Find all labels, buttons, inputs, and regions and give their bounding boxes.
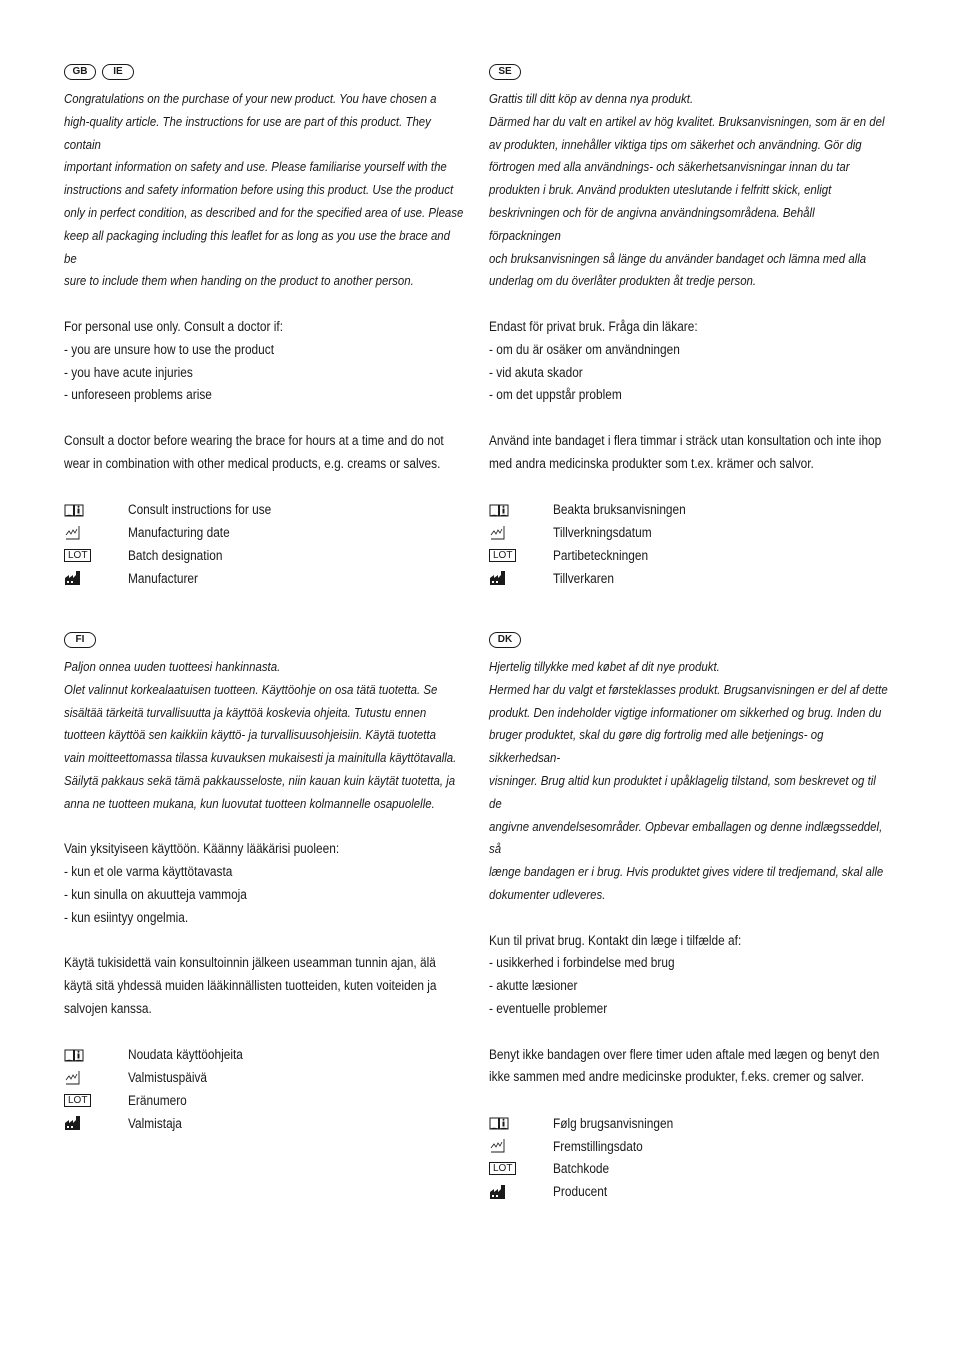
intro-line: vain moitteettomassa tilassa kuvauksen mukaisesti ja mainitulla käyttötavalla. — [64, 750, 457, 766]
symbol-label-factory: Tillverkaren — [553, 570, 614, 586]
symbol-label-book: Noudata käyttöohjeita — [128, 1047, 243, 1063]
usage-line: - vid akuta skador — [489, 364, 583, 380]
warning-line: salvojen kanssa. — [64, 1000, 152, 1016]
symbol-row-factory — [64, 1112, 464, 1135]
usage-line: - unforeseen problems arise — [64, 387, 212, 403]
symbol-row-book — [64, 498, 464, 521]
intro-line: bruger produktet, skal du gøre dig fortrolig med alle betjenings- og sikkerhedsan- — [489, 727, 824, 766]
intro-line: Congratulations on the purchase of your new product. You have chosen a — [64, 91, 437, 106]
intro-line: Därmed har du valt en artikel av hög kvalitet. Bruksanvisningen, som är en del — [489, 113, 885, 129]
country-badges — [64, 64, 464, 82]
symbol-label-lot: Batch designation — [128, 547, 223, 563]
symbol-label-date: Tillverkningsdatum — [553, 525, 652, 541]
section-se — [489, 64, 889, 590]
usage-line: - kun esiintyy ongelmia. — [64, 909, 189, 925]
usage-line: Kun til privat brug. Kontakt din læge i tilfælde af: — [489, 932, 742, 948]
symbol-row-date — [64, 1066, 464, 1089]
symbol-label-lot: Batchkode — [553, 1161, 610, 1177]
factory-icon — [489, 1184, 553, 1200]
manufacturing-date-icon — [489, 524, 553, 542]
warning-line: med andra medicinska produkter som t.ex. krämer och salvor. — [489, 455, 814, 471]
usage-line: - om det uppstår problem — [489, 387, 622, 403]
symbol-row-lot — [489, 544, 889, 567]
symbol-label-book: Følg brugsanvisningen — [553, 1115, 674, 1131]
manufacturing-date-icon — [489, 1137, 553, 1155]
warning-line: Consult a doctor before wearing the brace for hours at a time and do not — [64, 432, 444, 448]
intro-line: sure to include them when handing on the product to another person. — [64, 273, 414, 289]
usage-line: - om du är osäker om användningen — [489, 341, 680, 357]
intro-line: important information on safety and use. Please familiarise yourself with the — [64, 159, 447, 175]
book-info-icon — [64, 502, 128, 518]
intro-line: underlag om du överlåter produkten åt tredje person. — [489, 273, 757, 289]
symbol-label-lot: Partibeteckningen — [553, 547, 649, 563]
country-badge: FI — [64, 632, 96, 648]
lot-box-icon — [64, 549, 128, 562]
symbol-label-book: Consult instructions for use — [128, 502, 272, 518]
symbol-label-date: Fremstillingsdato — [553, 1138, 643, 1154]
country-badges — [489, 632, 889, 650]
usage-line: - you have acute injuries — [64, 364, 193, 380]
symbol-row-factory — [489, 1180, 889, 1203]
intro-line: beskrivningen och för de angivna användningsområdena. Behåll förpackningen — [489, 204, 815, 243]
intro-line: Olet valinnut korkealaatuisen tuotteen. Käyttöohje on osa tätä tuotetta. Se — [64, 681, 438, 697]
lot-box-icon — [489, 1162, 553, 1175]
symbol-row-book — [489, 498, 889, 521]
usage-line: Endast för privat bruk. Fråga din läkare: — [489, 318, 698, 334]
usage-line: Vain yksityiseen käyttöön. Käänny lääkärisi puoleen: — [64, 841, 340, 857]
lot-label: LOT — [64, 549, 91, 562]
lot-label: LOT — [489, 549, 516, 562]
symbol-label-factory: Valmistaja — [128, 1115, 182, 1131]
symbol-row-date — [64, 521, 464, 544]
symbol-row-lot — [64, 1089, 464, 1112]
intro-line: produkten i bruk. Använd produkten uteslutande i felfritt skick, enligt — [489, 182, 832, 198]
intro-line: anna ne tuotteen mukana, kun luovutat tuotteen kolmannelle osapuolelle. — [64, 795, 435, 811]
intro-line: och bruksanvisningen så länge du använder bandaget och lämna med alla — [489, 250, 867, 266]
warning-line: ikke sammen med andre medicinske produkter, f.eks. cremer og salver. — [489, 1069, 865, 1085]
factory-icon — [489, 570, 553, 586]
warning-line: Använd inte bandaget i flera timmar i sträck utan konsultation och inte ihop — [489, 432, 882, 448]
intro-line: angivne anvendelsesområder. Opbevar emballagen og denne indlægsseddel, så — [489, 818, 883, 857]
lot-label: LOT — [64, 1094, 91, 1107]
symbol-label-factory: Manufacturer — [128, 570, 199, 586]
warning-line: käytä sitä yhdessä muiden lääkinnällisten tuotteiden, kuten voiteiden ja — [64, 978, 437, 994]
intro-line: only in perfect condition, as described and for the specified area of use. Please — [64, 204, 464, 220]
symbol-row-lot — [64, 544, 464, 567]
country-badges — [64, 632, 464, 650]
intro-line: Grattis till ditt köp av denna nya produkt. — [489, 91, 694, 106]
intro-line: förtrogen med alla användnings- och säkerhetsanvisningar innan du tar — [489, 159, 850, 175]
symbol-row-date — [489, 521, 889, 544]
intro-line: Säilytä pakkaus sekä tämä pakkausseloste, niin kauan kuin käytät tuotetta, ja — [64, 772, 456, 788]
usage-line: - eventuelle problemer — [489, 1000, 608, 1016]
factory-icon — [64, 1115, 128, 1131]
intro-line: Hermed har du valgt et førsteklasses produkt. Brugsanvisningen er del af dette — [489, 681, 888, 697]
symbol-label-factory: Producent — [553, 1184, 608, 1200]
warning-line: Benyt ikke bandagen over flere timer uden aftale med lægen og benyt den — [489, 1046, 880, 1062]
intro-line: keep all packaging including this leaflet for as long as you use the brace and be — [64, 227, 451, 266]
symbol-row-lot — [489, 1158, 889, 1181]
usage-line: - kun et ole varma käyttötavasta — [64, 864, 233, 880]
book-info-icon — [489, 1115, 553, 1131]
intro-line: Hjertelig tillykke med købet af dit nye produkt. — [489, 659, 720, 674]
book-info-icon — [489, 502, 553, 518]
intro-line: tuotteen käyttöä sen kaikkiin käyttö- ja turvallisuusohjeisiin. Käytä tuotetta — [64, 727, 437, 743]
lot-box-icon — [489, 549, 553, 562]
factory-icon — [64, 570, 128, 586]
book-info-icon — [64, 1047, 128, 1063]
lot-box-icon — [64, 1094, 128, 1107]
usage-line: - kun sinulla on akuutteja vammoja — [64, 886, 247, 902]
symbol-label-book: Beakta bruksanvisningen — [553, 502, 686, 518]
section-fi — [64, 632, 464, 1135]
country-badge: DK — [489, 632, 521, 648]
lot-label: LOT — [489, 1162, 516, 1175]
intro-line: længe bandagen er i brug. Hvis produktet gives videre til tredjemand, skal alle — [489, 864, 884, 880]
intro-line: high-quality article. The instructions for use are part of this product. They contain — [64, 113, 431, 152]
country-badge: IE — [102, 64, 134, 80]
manufacturing-date-icon — [64, 1069, 128, 1087]
symbol-label-date: Manufacturing date — [128, 525, 230, 541]
symbol-label-date: Valmistuspäivä — [128, 1070, 208, 1086]
country-badge: SE — [489, 64, 521, 80]
usage-line: - usikkerhed i forbindelse med brug — [489, 955, 675, 971]
country-badges — [489, 64, 889, 82]
country-badge: GB — [64, 64, 96, 80]
usage-line: - you are unsure how to use the product — [64, 341, 275, 357]
usage-line: - akutte læsioner — [489, 978, 578, 994]
symbol-row-factory — [489, 567, 889, 590]
intro-line: dokumenter udleveres. — [489, 886, 606, 902]
manufacturing-date-icon — [64, 524, 128, 542]
warning-line: wear in combination with other medical products, e.g. creams or salves. — [64, 455, 441, 471]
symbol-row-book — [64, 1044, 464, 1067]
section-dk — [489, 632, 889, 1203]
section-gb-ie — [64, 64, 464, 590]
intro-line: visninger. Brug altid kun produktet i upåklagelig tilstand, som beskrevet og til de — [489, 772, 876, 811]
intro-line: Paljon onnea uuden tuotteesi hankinnasta. — [64, 659, 281, 674]
symbol-row-book — [489, 1112, 889, 1135]
intro-line: sisältää tärkeitä turvallisuutta ja käyttöä koskevia ohjeita. Tutustu ennen — [64, 704, 427, 720]
intro-line: av produkten, innehåller viktiga tips om säkerhet och användning. Gör dig — [489, 136, 862, 152]
intro-line: produkt. Den indeholder vigtige informationer om sikkerhed og brug. Inden du — [489, 704, 882, 720]
symbol-label-lot: Eränumero — [128, 1093, 187, 1109]
warning-line: Käytä tukisidettä vain konsultoinnin jälkeen useamman tunnin ajan, älä — [64, 955, 436, 971]
symbol-row-date — [489, 1135, 889, 1158]
symbol-row-factory — [64, 567, 464, 590]
usage-line: For personal use only. Consult a doctor if: — [64, 318, 284, 334]
intro-line: instructions and safety information before using this product. Use the product — [64, 182, 454, 198]
